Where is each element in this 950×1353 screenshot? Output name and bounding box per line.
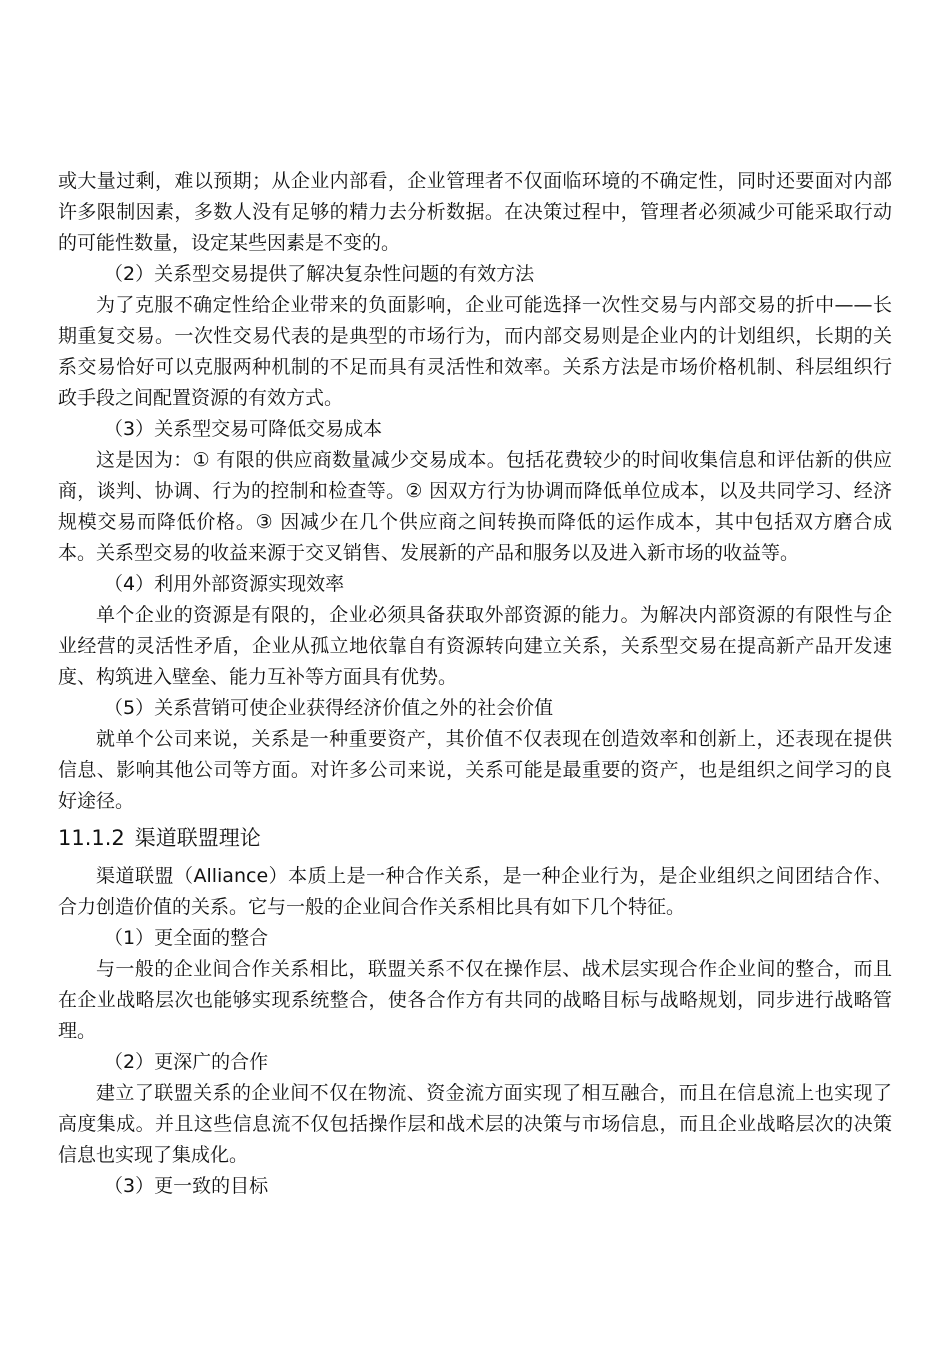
subheading: （1）更全面的整合 xyxy=(104,927,269,949)
subheading: （3）关系型交易可降低交易成本 xyxy=(104,418,383,440)
paragraph: 建立了联盟关系的企业间不仅在物流、资金流方面实现了相互融合，而且在信息流上也实现了高度集成。并且这些信息流不仅包括操作层和战术层的决策与市场信息，而且企业战略层次的决策信息也实现了集成化。 xyxy=(58,1082,892,1166)
section-heading xyxy=(58,823,892,853)
paragraph: 渠道联盟（Alliance）本质上是一种合作关系，是一种企业行为，是企业组织之间团结合作、合力创造价值的关系。它与一般的企业间合作关系相比具有如下几个特征。 xyxy=(58,865,892,918)
subheading: （2）更深广的合作 xyxy=(104,1051,269,1073)
paragraph: 这是因为：① 有限的供应商数量减少交易成本。包括花费较少的时间收集信息和评估新的供应商，谈判、协调、行为的控制和检查等。② 因双方行为协调而降低单位成本，以及共同学习、经济规模交易而降低价格。③ 因减少在几个供应商之间转换而降低的运作成本，其中包括双方磨合成本。关系型交易的收益来源于交叉销售、发展新的产品和服务以及进入新市场的收益等。 xyxy=(58,449,892,564)
section-title: 渠道联盟理论 xyxy=(134,826,261,850)
document-page xyxy=(58,166,892,1202)
section-number: 11.1.2 xyxy=(58,826,125,850)
subheading: （5）关系营销可使企业获得经济价值之外的社会价值 xyxy=(104,697,554,719)
paragraph: 为了克服不确定性给企业带来的负面影响，企业可能选择一次性交易与内部交易的折中——长期重复交易。一次性交易代表的是典型的市场行为，而内部交易则是企业内的计划组织，长期的关系交易恰好可以克服两种机制的不足而具有灵活性和效率。关系方法是市场价格机制、科层组织行政手段之间配置资源的有效方式。 xyxy=(58,294,892,409)
paragraph: 或大量过剩，难以预期；从企业内部看，企业管理者不仅面临环境的不确定性，同时还要面对内部许多限制因素，多数人没有足够的精力去分析数据。在决策过程中，管理者必须减少可能采取行动的可能性数量，设定某些因素是不变的。 xyxy=(58,170,892,254)
paragraph: 就单个公司来说，关系是一种重要资产，其价值不仅表现在创造效率和创新上，还表现在提供信息、影响其他公司等方面。对许多公司来说，关系可能是最重要的资产，也是组织之间学习的良好途径。 xyxy=(58,728,892,812)
paragraph: 单个企业的资源是有限的，企业必须具备获取外部资源的能力。为解决内部资源的有限性与企业经营的灵活性矛盾，企业从孤立地依靠自有资源转向建立关系，关系型交易在提高新产品开发速度、构筑进入壁垒、能力互补等方面具有优势。 xyxy=(58,604,892,688)
subheading: （2）关系型交易提供了解决复杂性问题的有效方法 xyxy=(104,263,535,285)
subheading: （4）利用外部资源实现效率 xyxy=(104,573,345,595)
subheading: （3）更一致的目标 xyxy=(104,1175,269,1197)
paragraph: 与一般的企业间合作关系相比，联盟关系不仅在操作层、战术层实现合作企业间的整合，而且在企业战略层次也能够实现系统整合，使各合作方有共同的战略目标与战略规划，同步进行战略管理。 xyxy=(58,958,892,1042)
